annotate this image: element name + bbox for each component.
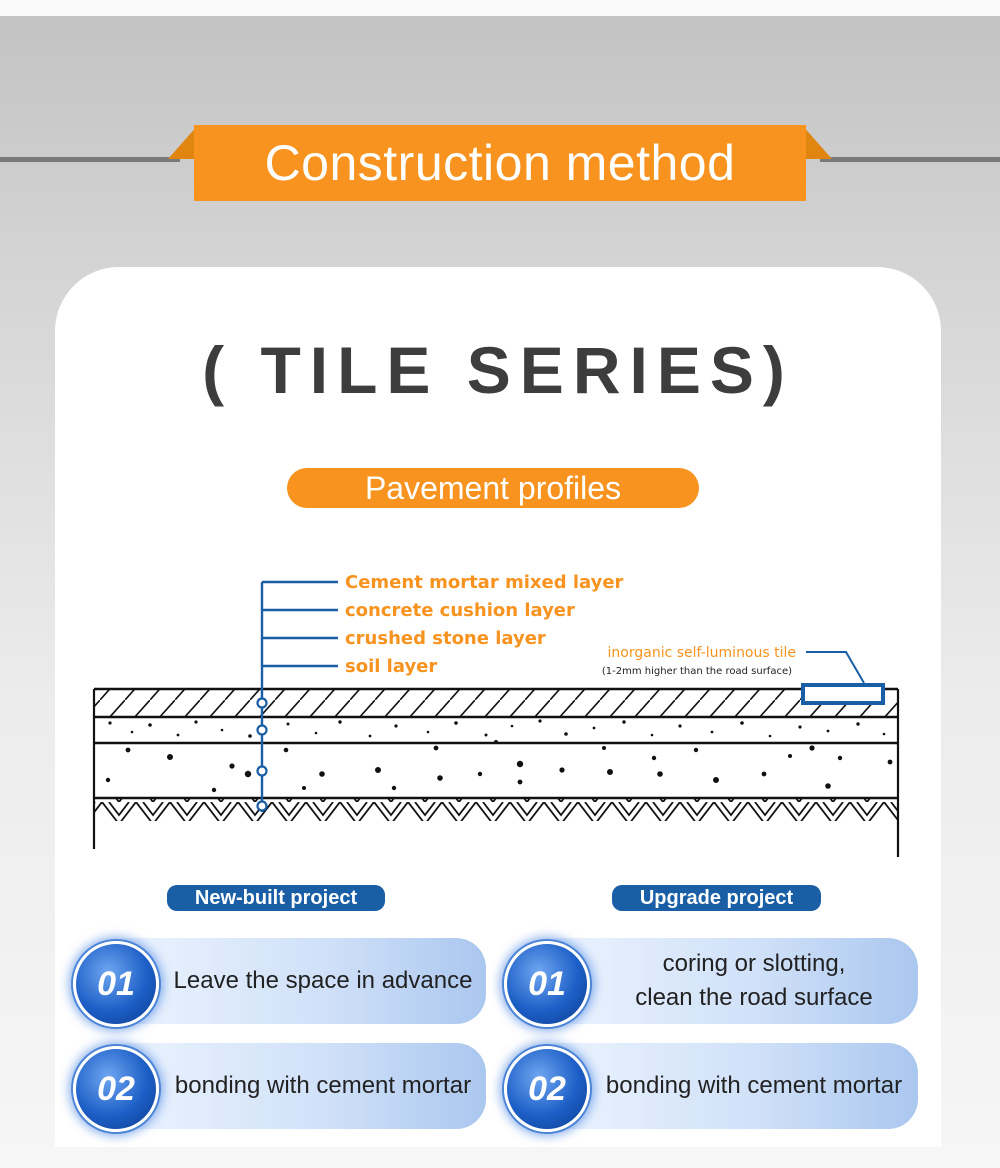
- step-text: Leave the space in advance: [173, 967, 473, 994]
- concrete-cushion-layer-band: [108, 719, 885, 737]
- new-built-project-label: New-built project: [167, 885, 385, 911]
- tile-leader-line: [806, 652, 864, 683]
- step-number-badge: 01: [504, 941, 590, 1027]
- step-text: bonding with cement mortar: [605, 1072, 903, 1099]
- step-number-badge: 02: [73, 1046, 159, 1132]
- step-text-line: coring or slotting,: [662, 950, 846, 977]
- header-rule-right: [820, 157, 1000, 162]
- step-text: [600, 938, 908, 1024]
- header-rule-left: [0, 157, 180, 162]
- cement-mortar-layer-band: [94, 689, 898, 717]
- crushed-stone-layer-band: [106, 740, 893, 792]
- step-number-badge: 01: [73, 941, 159, 1027]
- pavement-profile-diagram: [0, 560, 1000, 870]
- soil-layer-band: [94, 799, 898, 821]
- luminous-tile: [803, 685, 883, 703]
- top-strip: [0, 0, 1000, 16]
- layer-label-crushed-stone: crushed stone layer: [345, 628, 546, 649]
- section-label: Pavement profiles: [287, 468, 699, 508]
- ribbon-fold-right: [802, 125, 832, 159]
- step-text-line: clean the road surface: [635, 984, 873, 1011]
- layer-label-concrete-cushion: concrete cushion layer: [345, 600, 575, 621]
- layer-label-cement-mortar: Cement mortar mixed layer: [345, 572, 624, 593]
- tile-label: inorganic self-luminous tile: [607, 645, 796, 661]
- step-text: bonding with cement mortar: [174, 1072, 472, 1099]
- tile-note: (1-2mm higher than the road surface): [601, 666, 792, 677]
- series-title: ( TILE SERIES): [202, 333, 794, 407]
- step-number-badge: 02: [504, 1046, 590, 1132]
- header-banner: Construction method: [194, 125, 806, 201]
- upgrade-project-label: Upgrade project: [612, 885, 821, 911]
- layer-label-soil: soil layer: [345, 656, 438, 677]
